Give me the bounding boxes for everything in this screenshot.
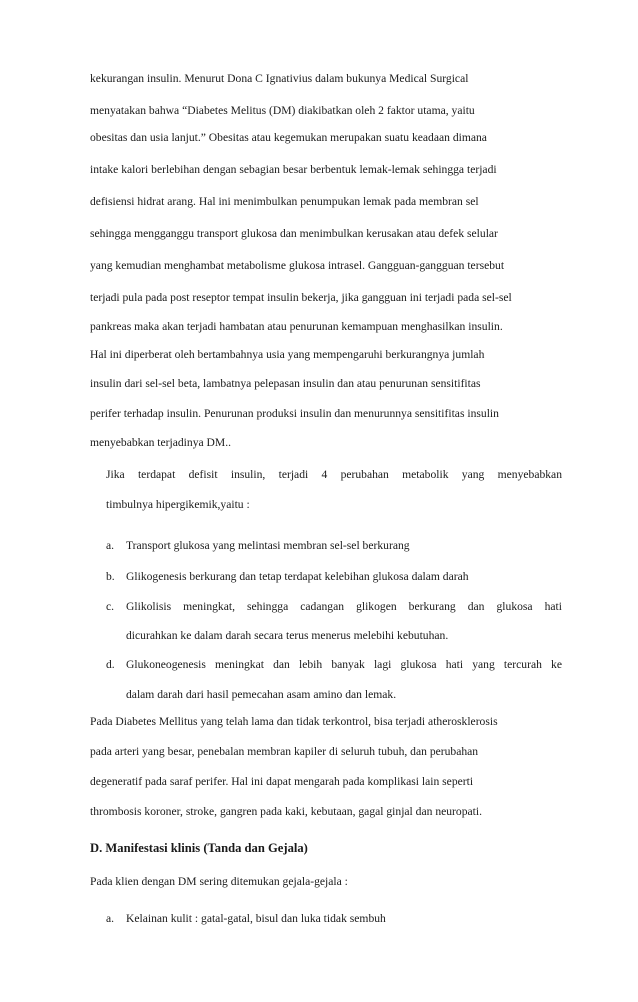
text-line: thrombosis koroner, stroke, gangren pada kaki, kebutaan, gagal ginjal dan neuropati. xyxy=(90,805,482,818)
text-line: terjadi pula pada post reseptor tempat insulin bekerja, jika gangguan ini terjadi pada sel-sel xyxy=(90,291,512,304)
list-marker: b. xyxy=(106,570,115,583)
text-line: menyebabkan terjadinya DM.. xyxy=(90,436,232,449)
list-marker: c. xyxy=(106,600,115,613)
text-line: menyatakan bahwa “Diabetes Melitus (DM) diakibatkan oleh 2 faktor utama, yaitu xyxy=(90,104,475,117)
list-marker: d. xyxy=(106,658,115,671)
text-line: Jika terdapat defisit insulin, terjadi 4 perubahan metabolik yang menyebabkan xyxy=(106,468,562,481)
text-line: sehingga mengganggu transport glukosa dan menimbulkan kerusakan atau defek selular xyxy=(90,227,498,240)
text-line: insulin dari sel-sel beta, lambatnya pelepasan insulin dan atau penurunan sensitifitas xyxy=(90,377,481,390)
list-item-text: Glikolisis meningkat, sehingga cadangan glikogen berkurang dan glukosa hati xyxy=(126,600,562,613)
text-line: pankreas maka akan terjadi hambatan atau penurunan kemampuan menghasilkan insulin. xyxy=(90,320,503,333)
text-line: kekurangan insulin. Menurut Dona C Ignativius dalam bukunya Medical Surgical xyxy=(90,72,469,85)
list-marker: a. xyxy=(106,539,115,552)
text-line: Pada Diabetes Mellitus yang telah lama dan tidak terkontrol, bisa terjadi atherosklerosis xyxy=(90,715,498,728)
paragraph-gejala-intro: Pada klien dengan DM sering ditemukan gejala-gejala : xyxy=(90,875,348,888)
list-item-text: dicurahkan ke dalam darah secara terus menerus melebihi kebutuhan. xyxy=(126,629,449,642)
text-line: Hal ini diperberat oleh bertambahnya usia yang mempengaruhi berkurangnya jumlah xyxy=(90,348,485,361)
list-item-text: dalam darah dari hasil pemecahan asam amino dan lemak. xyxy=(126,688,397,701)
section-heading: D. Manifestasi klinis (Tanda dan Gejala) xyxy=(90,841,308,855)
text-line: timbulnya hipergikemik,yaitu : xyxy=(106,498,250,511)
text-line: degeneratif pada saraf perifer. Hal ini dapat mengarah pada komplikasi lain seperti xyxy=(90,775,474,788)
list-item-text: Kelainan kulit : gatal-gatal, bisul dan luka tidak sembuh xyxy=(126,912,386,925)
list-marker: a. xyxy=(106,912,115,925)
text-line: intake kalori berlebihan dengan sebagian besar berbentuk lemak-lemak sehingga terjadi xyxy=(90,163,497,176)
text-line: pada arteri yang besar, penebalan membran kapiler di seluruh tubuh, dan perubahan xyxy=(90,745,479,758)
text-line: obesitas dan usia lanjut.” Obesitas atau kegemukan merupakan suatu keadaan dimana xyxy=(90,131,487,144)
text-line: perifer terhadap insulin. Penurunan produksi insulin dan menurunnya sensitifitas insulin xyxy=(90,407,499,420)
text-line: yang kemudian menghambat metabolisme glukosa intrasel. Gangguan-gangguan tersebut xyxy=(90,259,505,272)
text-line: defisiensi hidrat arang. Hal ini menimbulkan penumpukan lemak pada membran sel xyxy=(90,195,479,208)
list-item-text: Glukoneogenesis meningkat dan lebih banyak lagi glukosa hati yang tercurah ke xyxy=(126,658,562,671)
list-item-text: Transport glukosa yang melintasi membran sel-sel berkurang xyxy=(126,539,410,552)
list-item-text: Glikogenesis berkurang dan tetap terdapat kelebihan glukosa dalam darah xyxy=(126,570,469,583)
